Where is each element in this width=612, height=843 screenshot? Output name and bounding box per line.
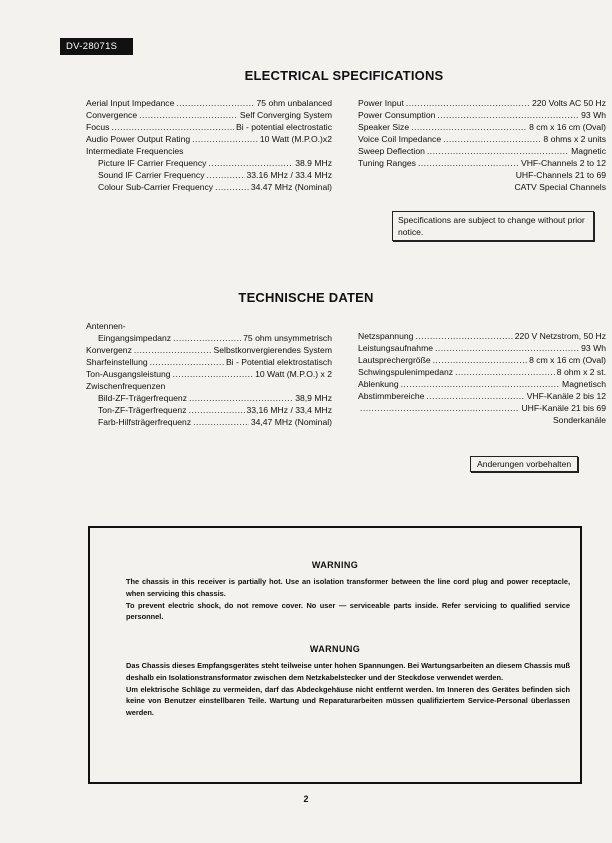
spec-value: 8 ohms x 2 units	[543, 134, 606, 144]
spec-change-notice: Specifications are subject to change without prior notice.	[392, 211, 594, 241]
spec-row	[358, 133, 606, 145]
spec-value: 33.16 MHz / 33.4 MHz	[246, 170, 332, 180]
spec-label: Farb-Hilfsträgerfrequenz	[98, 417, 192, 427]
de-spec-left-column	[86, 320, 332, 428]
spec-row	[358, 145, 606, 157]
spec-row	[358, 402, 606, 414]
spec-value: 10 Watt (M.P.O.) x 2	[255, 369, 332, 379]
spec-value: 220 Volts AC 50 Hz	[531, 98, 606, 108]
spec-row	[86, 368, 332, 380]
spec-value: 75 ohm unbalanced	[256, 98, 332, 108]
spec-label: Picture IF Carrier Frequency	[98, 158, 207, 168]
spec-label: Tuning Ranges	[358, 158, 416, 168]
spec-row	[358, 330, 606, 342]
warnung-text	[126, 660, 570, 719]
spec-label: Power Input	[358, 98, 404, 108]
spec-row	[86, 97, 332, 109]
spec-label: Power Consumption	[358, 110, 436, 120]
spec-value: Magnetic	[571, 146, 606, 156]
spec-value: 38.9 MHz	[295, 158, 332, 168]
en-spec-right-column	[358, 97, 606, 193]
spec-value: UHF-Kanäle 21 bis 69	[521, 403, 606, 413]
spec-row	[358, 109, 606, 121]
spec-value: Sonderkanäle	[552, 415, 606, 425]
spec-label: Intermediate Frequencies	[86, 146, 184, 156]
spec-row	[358, 378, 606, 390]
spec-group-heading	[86, 320, 332, 332]
spec-value: 8 cm x 16 cm (Oval)	[529, 122, 606, 132]
spec-row	[86, 157, 332, 169]
warnung-paragraph: Das Chassis dieses Empfangsgerätes steht teilweise unter hohen Spannungen. Bei Wartungsarbeiten an diesem Chassis muß deshalb ein Isolationstransformator zwischen dem Netzkabelstecker und der Steckdose verwendet werden.	[126, 661, 570, 682]
spec-row	[358, 121, 606, 133]
warning-paragraph: The chassis in this receiver is partially hot. Use an isolation transformer between the line cord plug and power receptacle, when servicing this chassis.	[126, 577, 570, 598]
spec-row	[358, 157, 606, 169]
spec-value: 33,16 MHz / 33,4 MHz	[246, 405, 332, 415]
spec-label: Ton-ZF-Trägerfrequenz	[98, 405, 187, 415]
spec-label: Sound IF Carrier Frequency	[98, 170, 205, 180]
spec-row	[86, 133, 332, 145]
spec-label: Colour Sub-Carrier Frequency	[98, 182, 214, 192]
spec-row	[86, 356, 332, 368]
spec-row	[358, 354, 606, 366]
spec-change-notice-de: Anderungen vorbehalten	[470, 456, 578, 472]
warning-paragraph: To prevent electric shock, do not remove cover. No user — serviceable parts inside. Refer servicing to qualified service personnel.	[126, 600, 570, 622]
spec-value: Bi - potential electrostatic	[235, 122, 332, 132]
spec-label: Konvergenz	[86, 345, 132, 355]
spec-label: Aerial Input Impedance	[86, 98, 175, 108]
electrical-specifications-heading: ELECTRICAL SPECIFICATIONS	[244, 68, 444, 83]
spec-group-heading	[86, 145, 332, 157]
spec-label: Ablenkung	[358, 379, 399, 389]
spec-value: 220 V Netzstrom, 50 Hz	[514, 331, 606, 341]
spec-row	[358, 390, 606, 402]
spec-value: 93 Wh	[581, 343, 606, 353]
spec-label: Leistungsaufnahme	[358, 343, 434, 353]
spec-continuation	[358, 414, 606, 426]
spec-row	[86, 392, 332, 404]
spec-value: Selbstkonvergierendes System	[213, 345, 332, 355]
model-tag: DV-28071S	[60, 38, 133, 55]
de-spec-right-column	[358, 330, 606, 426]
spec-row	[86, 181, 332, 193]
spec-row	[358, 366, 606, 378]
spec-continuation	[358, 181, 606, 193]
spec-row	[86, 416, 332, 428]
spec-value: 93 Wh	[581, 110, 606, 120]
spec-label: Ton-Ausgangsleistung	[86, 369, 171, 379]
spec-row	[86, 121, 332, 133]
spec-label: Audio Power Output Rating	[86, 134, 191, 144]
spec-group-heading	[86, 380, 332, 392]
spec-value: VHF-Channels 2 to 12	[520, 158, 606, 168]
spec-row	[86, 344, 332, 356]
spec-label: Abstimmbereiche	[358, 391, 425, 401]
spec-label: Zwischenfrequenzen	[86, 381, 166, 391]
spec-value: Magnetisch	[562, 379, 606, 389]
spec-row	[86, 169, 332, 181]
spec-label: Netzspannung	[358, 331, 414, 341]
page-number: 2	[303, 794, 309, 804]
spec-label: Antennen-	[86, 321, 126, 331]
spec-label: Lautsprechergröße	[358, 355, 431, 365]
spec-value: 34.47 MHz (Nominal)	[250, 182, 332, 192]
spec-label: Eingangsimpedanz	[98, 333, 172, 343]
spec-row	[86, 109, 332, 121]
spec-label: Sharfeinstellung	[86, 357, 148, 367]
warnung-title: WARNUNG	[309, 644, 361, 654]
spec-value: 75 ohm unsymmetrisch	[243, 333, 332, 343]
technische-daten-heading: TECHNISCHE DATEN	[238, 290, 374, 305]
spec-value: 10 Watt (M.P.O.)x2	[259, 134, 332, 144]
spec-value: Bi - Potential elektrostatisch	[225, 357, 332, 367]
spec-label: Schwingspulenimpedanz	[358, 367, 454, 377]
spec-value: VHF-Kanäle 2 bis 12	[526, 391, 606, 401]
spec-row	[86, 332, 332, 344]
spec-row	[358, 97, 606, 109]
spec-value: 34,47 MHz (Nominal)	[250, 417, 332, 427]
warning-text	[126, 576, 570, 623]
warning-box	[88, 526, 582, 784]
spec-value: UHF-Channels 21 to 69	[515, 170, 606, 180]
warnung-paragraph: Um elektrische Schläge zu vermeiden, darf das Abdeckgehäuse nicht entfernt werden. Im Inneren des Gerätes befinden sich keine von Benutzer einstellbaren Teile. Wartung und Reparaturarbeiten müssen qualifiziertem Service-Personal überlassen werden.	[126, 684, 570, 718]
spec-continuation	[358, 169, 606, 181]
spec-value: CATV Special Channels	[514, 182, 606, 192]
spec-label: Bild-ZF-Trägerfrequenz	[98, 393, 187, 403]
spec-label: Sweep Deflection	[358, 146, 425, 156]
spec-value: 8 ohm x 2 st.	[556, 367, 606, 377]
spec-label: Convergence	[86, 110, 138, 120]
spec-row	[86, 404, 332, 416]
spec-value: 8 cm x 16 cm (Oval)	[529, 355, 606, 365]
spec-value: 38,9 MHz	[295, 393, 332, 403]
spec-row	[358, 342, 606, 354]
spec-value: Self Converging System	[239, 110, 332, 120]
spec-label: Focus	[86, 122, 110, 132]
spec-label: Voice Coil Impedance	[358, 134, 442, 144]
spec-label: Speaker Size	[358, 122, 410, 132]
en-spec-left-column	[86, 97, 332, 193]
warning-title: WARNING	[311, 560, 359, 570]
